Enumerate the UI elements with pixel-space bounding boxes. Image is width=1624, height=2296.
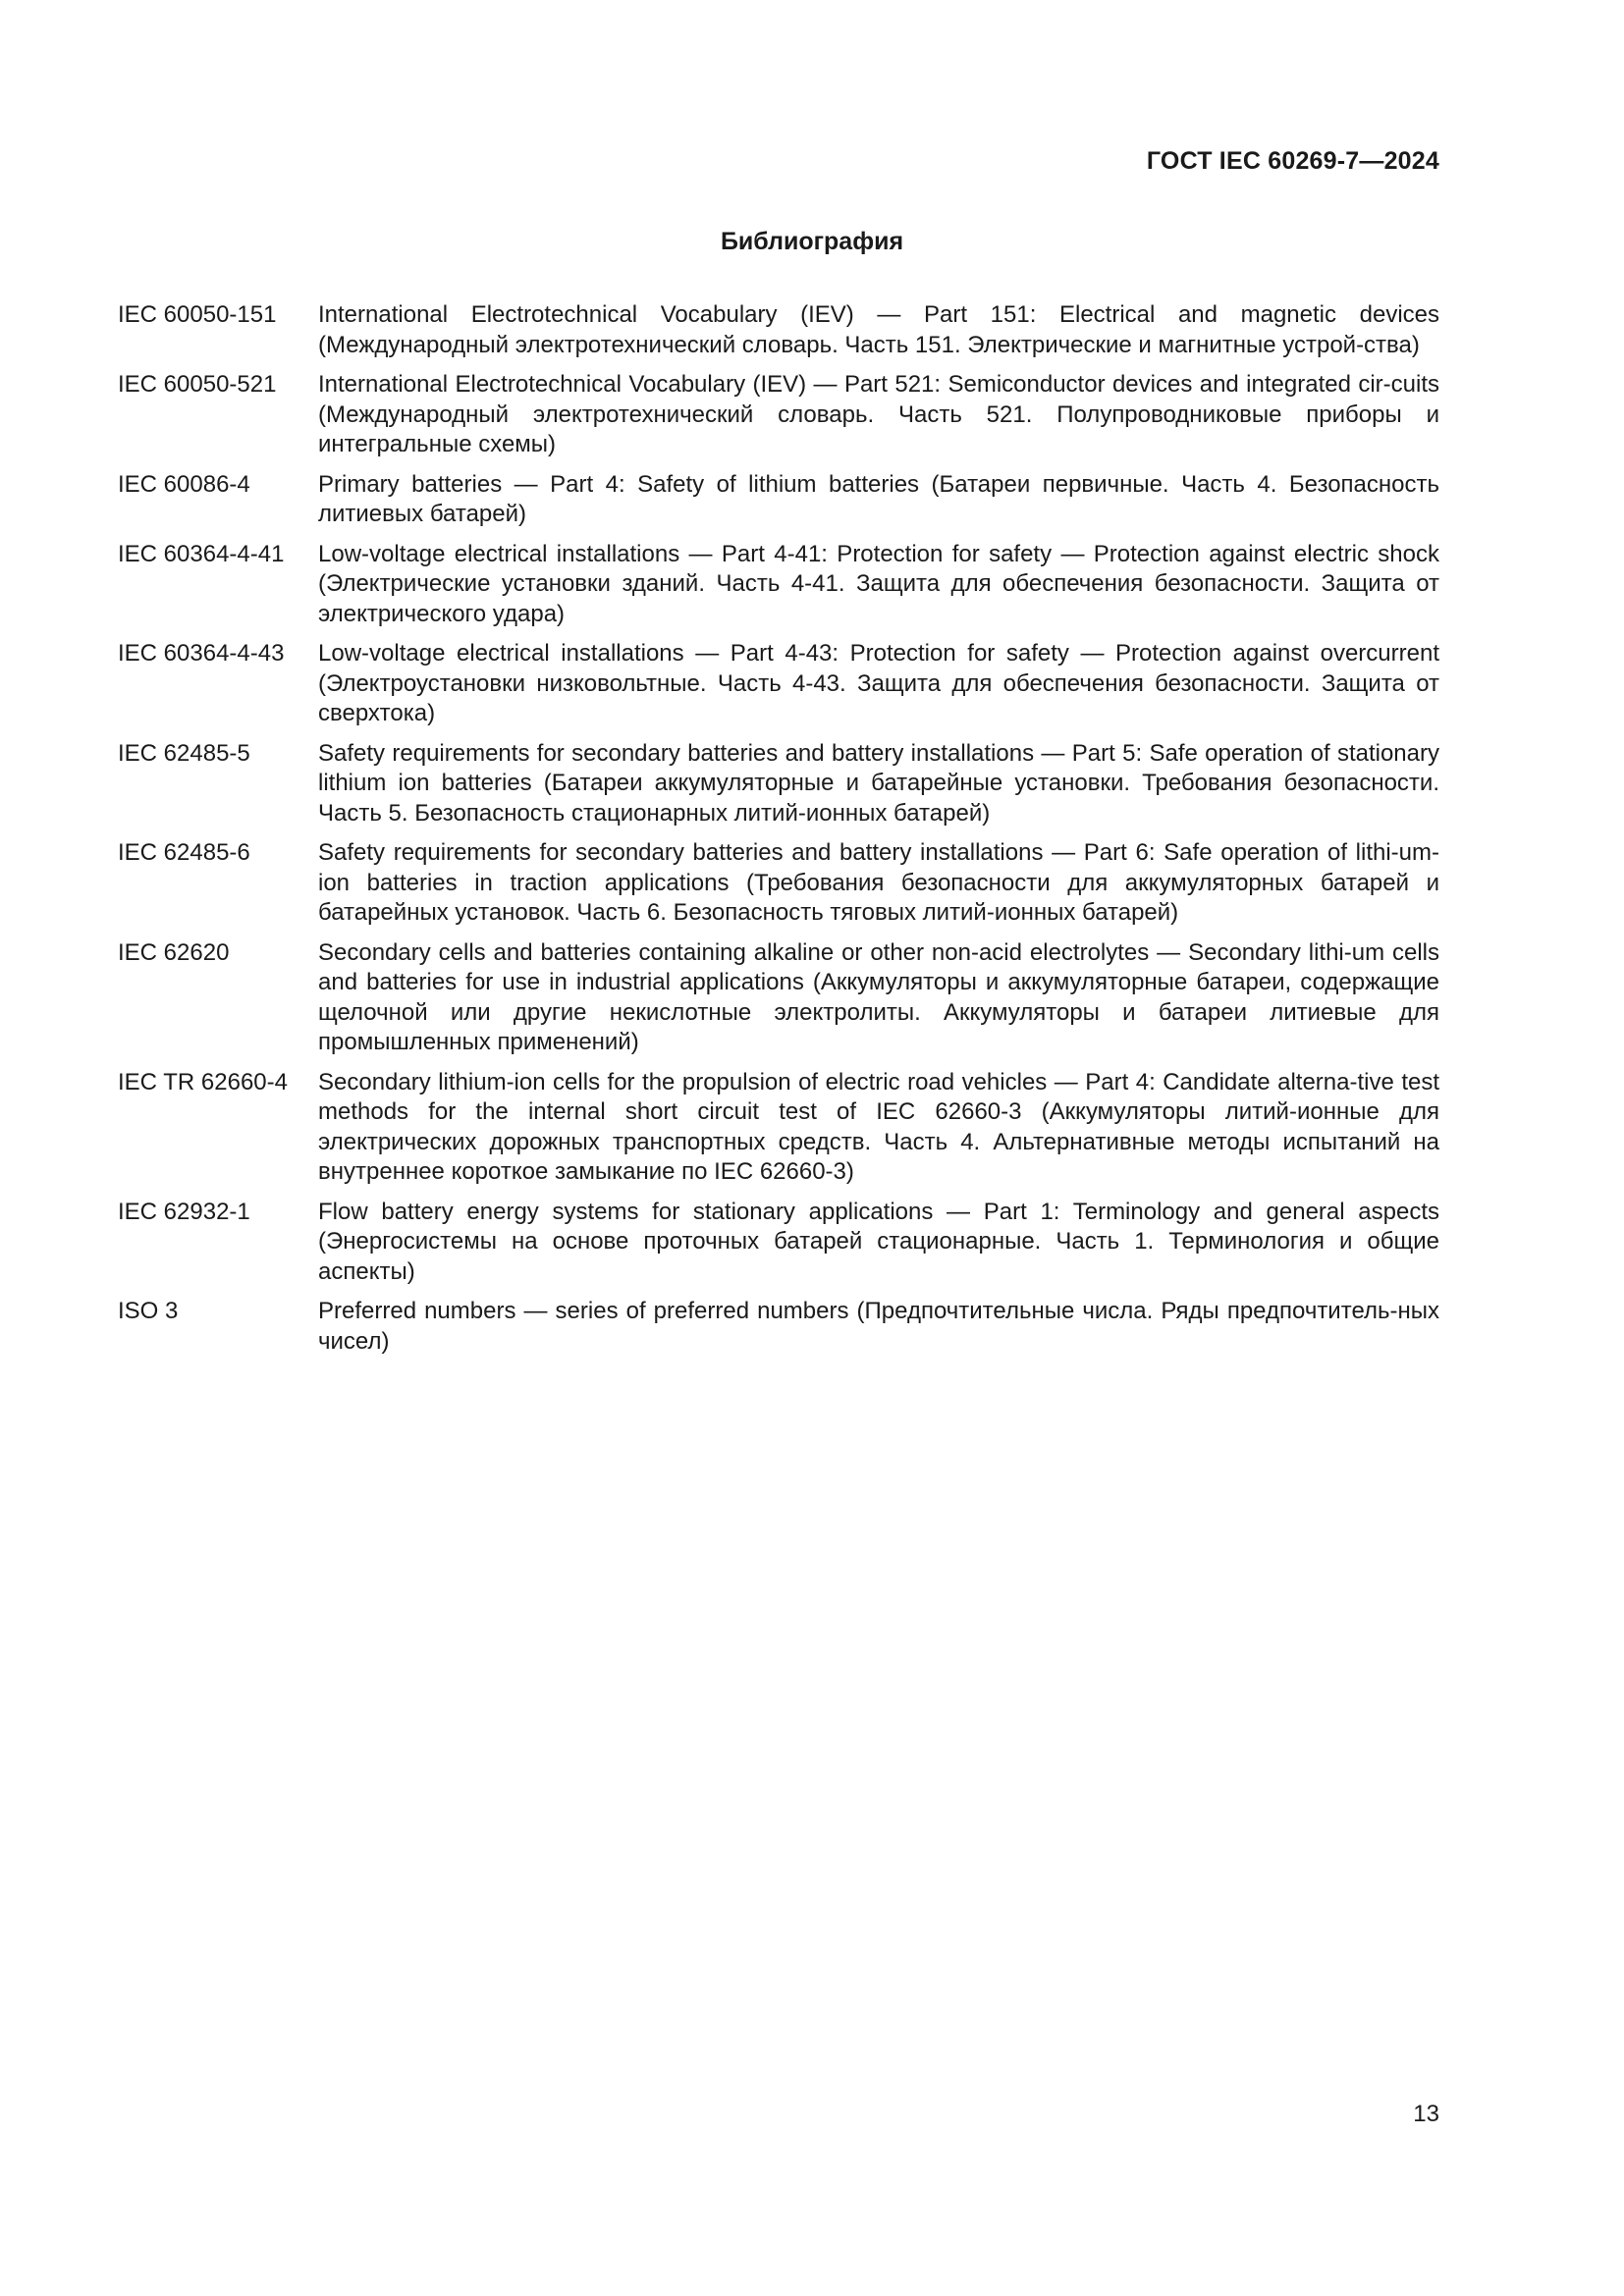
entry-code: IEC 62620 <box>118 938 230 966</box>
entry-code: IEC 62485-5 <box>118 739 250 767</box>
entry-text: Safety requirements for secondary batteries and battery installations — Part 5: Safe operation of stationary lithium ion batteries (Батареи аккумуляторные и батарейные установки. Требования безопасности. Часть 5. Безопасность стационарных литий-ионных батарей) <box>318 739 1439 827</box>
page-title: Библиография <box>720 228 904 255</box>
entry-code: IEC 60050-151 <box>118 301 277 328</box>
entry-text: International Electrotechnical Vocabulary (IEV) — Part 521: Semiconductor devices and integrated cir-cuits (Международный электротехнический словарь. Часть 521. Полупроводниковые приборы и интегральные схемы) <box>318 371 1439 457</box>
entry-code: IEC 60364-4-41 <box>118 540 285 567</box>
entry-code: IEC 60364-4-43 <box>118 640 285 667</box>
bibliography-entry <box>118 1198 1439 1288</box>
entry-code: IEC 60086-4 <box>118 470 250 498</box>
entry-code: IEC TR 62660-4 <box>118 1068 288 1095</box>
bibliography-list <box>118 300 1439 1366</box>
bibliography-entry <box>118 1297 1439 1357</box>
bibliography-entry <box>118 639 1439 729</box>
entry-text: Secondary lithium-ion cells for the propulsion of electric road vehicles — Part 4: Candidate alterna-tive test methods for the internal short circuit test of IEC 62660-3 (Аккумуляторы литий-ионные для электрических дорожных транспортных средств. Часть 4. Альтернативные методы испытаний на внутреннее короткое замыкание по IEC 62660-3) <box>318 1068 1439 1185</box>
bibliography-entry <box>118 938 1439 1058</box>
entry-code: IEC 62485-6 <box>118 839 250 866</box>
bibliography-entry <box>118 540 1439 630</box>
entry-text: Secondary cells and batteries containing alkaline or other non-acid electrolytes — Secondary lithi-um cells and batteries for use in industrial applications (Аккумуляторы и аккумуляторные батареи, содержащие щелочной или другие некислотные электролиты. Аккумуляторы и батареи литиевые для промышленных применений) <box>318 938 1439 1055</box>
entry-text: Preferred numbers — series of preferred numbers (Предпочтительные числа. Ряды предпочтитель-ных чисел) <box>318 1298 1439 1355</box>
bibliography-entry <box>118 739 1439 829</box>
entry-text: Primary batteries — Part 4: Safety of lithium batteries (Батареи первичные. Часть 4. Безопасность литиевых батарей) <box>318 470 1439 527</box>
entry-text: International Electrotechnical Vocabulary (IEV) — Part 151: Electrical and magnetic devices (Международный электротехнический словарь. Часть 151. Электрические и магнитные устрой-ства) <box>318 301 1439 358</box>
document-code: ГОСТ IEC 60269-7—2024 <box>1146 147 1439 175</box>
bibliography-entry <box>118 370 1439 460</box>
bibliography-entry <box>118 1068 1439 1188</box>
entry-code: IEC 62932-1 <box>118 1198 250 1225</box>
bibliography-entry <box>118 470 1439 530</box>
page-number: 13 <box>1413 2101 1439 2127</box>
entry-text: Safety requirements for secondary batteries and battery installations — Part 6: Safe operation of lithi-um-ion batteries in traction applications (Требования безопасности для аккумуляторных батарей и батарейных установок. Часть 6. Безопасность тяговых литий-ионных батарей) <box>318 839 1439 926</box>
entry-text: Low-voltage electrical installations — Part 4-43: Protection for safety — Protection against overcurrent (Электроустановки низковольтные. Часть 4-43. Защита для обеспечения безопасности. Защита от сверхтока) <box>318 640 1439 726</box>
entry-text: Low-voltage electrical installations — Part 4-41: Protection for safety — Protection against electric shock (Электрические установки зданий. Часть 4-41. Защита для обеспечения безопасности. Защита от электрического удара) <box>318 540 1439 627</box>
entry-text: Flow battery energy systems for stationary applications — Part 1: Terminology and general aspects (Энергосистемы на основе проточных батарей стационарные. Часть 1. Терминология и общие аспекты) <box>318 1198 1439 1285</box>
entry-code: ISO 3 <box>118 1298 179 1324</box>
bibliography-entry <box>118 838 1439 929</box>
entry-code: IEC 60050-521 <box>118 371 277 398</box>
bibliography-entry <box>118 300 1439 360</box>
